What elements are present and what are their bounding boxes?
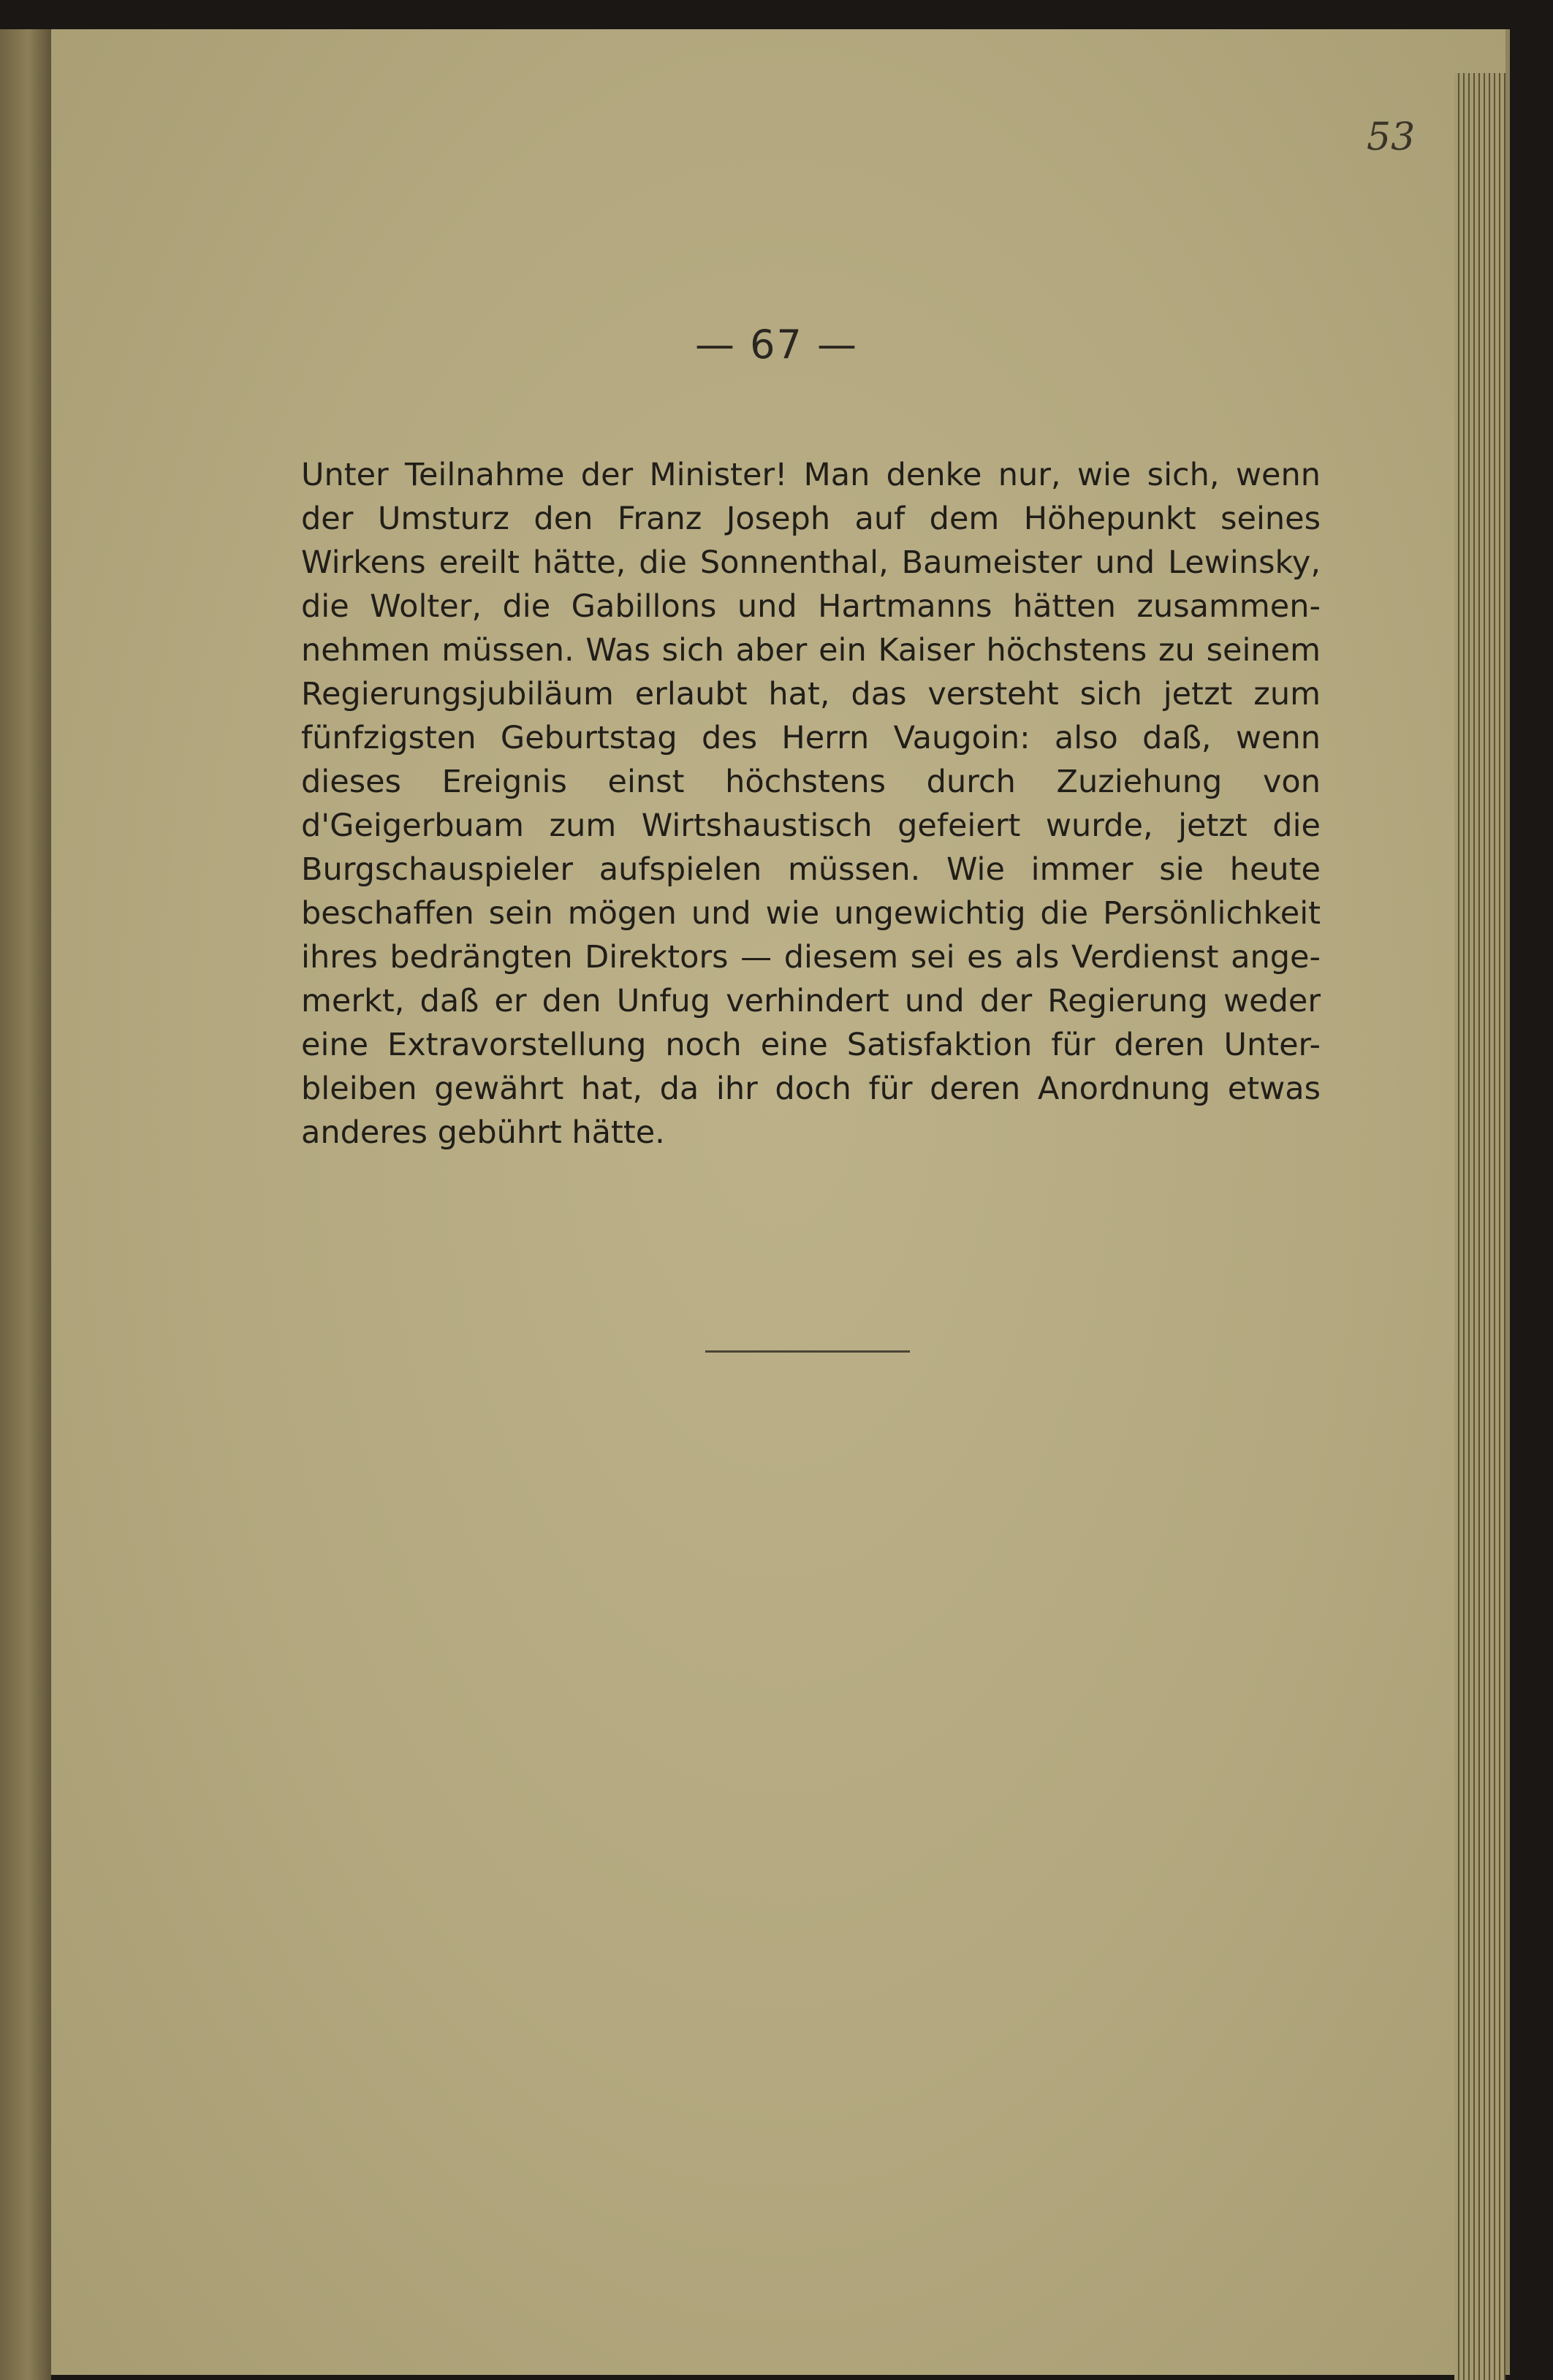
text-line: Regierungsjubiläum erlaubt hat, das versteht sich jetzt zum bbox=[301, 676, 1321, 712]
text-line: der Umsturz den Franz Joseph auf dem Höhepunkt seines bbox=[301, 501, 1321, 537]
text-line: anderes gebührt hätte. bbox=[301, 1114, 665, 1151]
text-line: Burgschauspieler aufspielen müssen. Wie immer sie heute bbox=[301, 851, 1321, 888]
text-line: beschaffen sein mögen und wie ungewichtig die Persönlichkeit bbox=[301, 895, 1321, 932]
text-line: eine Extravorstellung noch eine Satisfaktion für deren Unter- bbox=[301, 1027, 1321, 1063]
page-sheet bbox=[51, 29, 1510, 2375]
text-line: fünfzigsten Geburtstag des Herrn Vaugoin: also daß, wenn bbox=[301, 720, 1321, 756]
text-line: d'Geigerbuam zum Wirtshaustisch gefeiert wurde, jetzt die bbox=[301, 807, 1321, 844]
facing-page-edge bbox=[0, 29, 51, 2380]
text-line: Wirkens ereilt hätte, die Sonnenthal, Baumeister und Lewinsky, bbox=[301, 544, 1321, 581]
text-line: Unter Teilnahme der Minister! Man denke nur, wie sich, wenn bbox=[301, 457, 1321, 493]
text-line: nehmen müssen. Was sich aber ein Kaiser höchstens zu seinem bbox=[301, 632, 1321, 669]
page-number: — 67 — bbox=[694, 322, 859, 368]
text-line: bleiben gewährt hat, da ihr doch für deren Anordnung etwas bbox=[301, 1071, 1321, 1107]
text-line: ihres bedrängten Direktors — diesem sei es als Verdienst ange- bbox=[301, 939, 1321, 976]
end-divider bbox=[705, 1350, 910, 1353]
text-line: dieses Ereignis einst höchstens durch Zuziehung von bbox=[301, 764, 1321, 800]
body-paragraph bbox=[301, 453, 1321, 1155]
handwritten-archive-number: 53 bbox=[1367, 115, 1416, 159]
page-stack-edges bbox=[1454, 73, 1505, 2380]
text-line: die Wolter, die Gabillons und Hartmanns hätten zusammen- bbox=[301, 588, 1321, 625]
text-line: merkt, daß er den Unfug verhindert und der Regierung weder bbox=[301, 983, 1321, 1019]
